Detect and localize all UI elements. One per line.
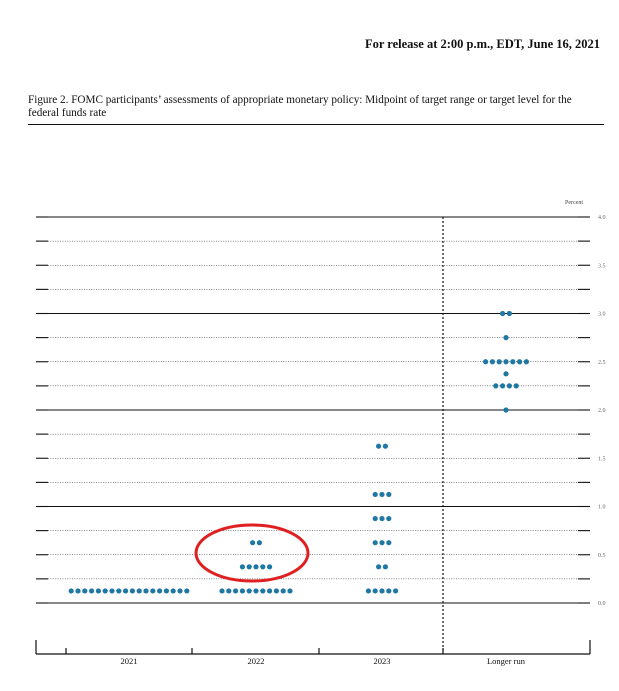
dot bbox=[267, 588, 272, 593]
dot bbox=[281, 588, 286, 593]
dot bbox=[247, 564, 252, 569]
dot bbox=[137, 588, 142, 593]
dot bbox=[510, 359, 515, 364]
x-category-label: 2023 bbox=[373, 656, 391, 666]
dot bbox=[483, 359, 488, 364]
percent-unit-label: Percent bbox=[565, 200, 583, 206]
y-tick-label: 4.0 bbox=[598, 215, 606, 221]
dot bbox=[493, 383, 498, 388]
y-tick-label: 2.0 bbox=[598, 408, 606, 414]
dot bbox=[260, 564, 265, 569]
dot bbox=[240, 588, 245, 593]
dot bbox=[376, 564, 381, 569]
dot bbox=[373, 492, 378, 497]
dot bbox=[503, 371, 508, 376]
dot bbox=[164, 588, 169, 593]
x-category-label: 2021 bbox=[120, 656, 138, 666]
dot bbox=[253, 564, 258, 569]
y-tick-label: 1.0 bbox=[598, 504, 606, 511]
dot bbox=[373, 516, 378, 521]
x-category-label: 2022 bbox=[247, 656, 265, 666]
dot bbox=[226, 588, 231, 593]
dot bbox=[130, 588, 135, 593]
x-category-label: Longer run bbox=[486, 656, 526, 666]
highlight-ellipse bbox=[196, 525, 308, 581]
y-tick-label: 0.5 bbox=[598, 552, 606, 559]
dot bbox=[233, 588, 238, 593]
dot bbox=[507, 311, 512, 316]
dot bbox=[240, 564, 245, 569]
dot bbox=[150, 588, 155, 593]
dot bbox=[143, 588, 148, 593]
dot bbox=[257, 540, 262, 545]
dot bbox=[123, 588, 128, 593]
dot bbox=[96, 588, 101, 593]
dot bbox=[373, 588, 378, 593]
dot bbox=[379, 516, 384, 521]
dot bbox=[75, 588, 80, 593]
dot bbox=[157, 588, 162, 593]
y-tick-label: 3.5 bbox=[598, 263, 606, 270]
y-tick-label: 1.5 bbox=[598, 456, 606, 463]
dot bbox=[219, 588, 224, 593]
dot bbox=[116, 588, 121, 593]
dot bbox=[287, 588, 292, 593]
dot bbox=[514, 383, 519, 388]
dot bbox=[109, 588, 114, 593]
dot bbox=[386, 516, 391, 521]
dot bbox=[184, 588, 189, 593]
dot bbox=[379, 588, 384, 593]
dot bbox=[253, 588, 258, 593]
dot bbox=[260, 588, 265, 593]
dot bbox=[524, 359, 529, 364]
dot bbox=[507, 383, 512, 388]
dot bbox=[366, 588, 371, 593]
dot bbox=[386, 492, 391, 497]
dot bbox=[89, 588, 94, 593]
dot bbox=[503, 359, 508, 364]
figure-caption: Figure 2. FOMC participants’ assessments of appropriate monetary policy: Midpoint of target range or target level for the federal funds rate bbox=[28, 94, 572, 119]
dot bbox=[386, 588, 391, 593]
dot bbox=[379, 492, 384, 497]
dot bbox=[373, 540, 378, 545]
dot bbox=[497, 359, 502, 364]
dot bbox=[500, 311, 505, 316]
y-tick-label: 0.0 bbox=[598, 601, 606, 607]
dots bbox=[69, 311, 529, 594]
dot bbox=[274, 588, 279, 593]
dot bbox=[103, 588, 108, 593]
y-tick-labels bbox=[598, 215, 606, 607]
dot bbox=[247, 588, 252, 593]
dot bbox=[383, 564, 388, 569]
release-note: For release at 2:00 p.m., EDT, June 16, 2021 bbox=[364, 37, 600, 51]
dot bbox=[500, 383, 505, 388]
dot bbox=[82, 588, 87, 593]
dot bbox=[250, 540, 255, 545]
y-tick-label: 2.5 bbox=[598, 359, 606, 366]
dot bbox=[517, 359, 522, 364]
dot bbox=[177, 588, 182, 593]
dot bbox=[383, 444, 388, 449]
dot bbox=[490, 359, 495, 364]
dot bbox=[393, 588, 398, 593]
dot bbox=[171, 588, 176, 593]
dot bbox=[69, 588, 74, 593]
dot bbox=[503, 407, 508, 412]
dot bbox=[267, 564, 272, 569]
x-axis bbox=[36, 640, 590, 666]
dot bbox=[503, 335, 508, 340]
y-tick-label: 3.0 bbox=[598, 311, 606, 318]
dot bbox=[386, 540, 391, 545]
dot bbox=[379, 540, 384, 545]
dot bbox=[376, 444, 381, 449]
